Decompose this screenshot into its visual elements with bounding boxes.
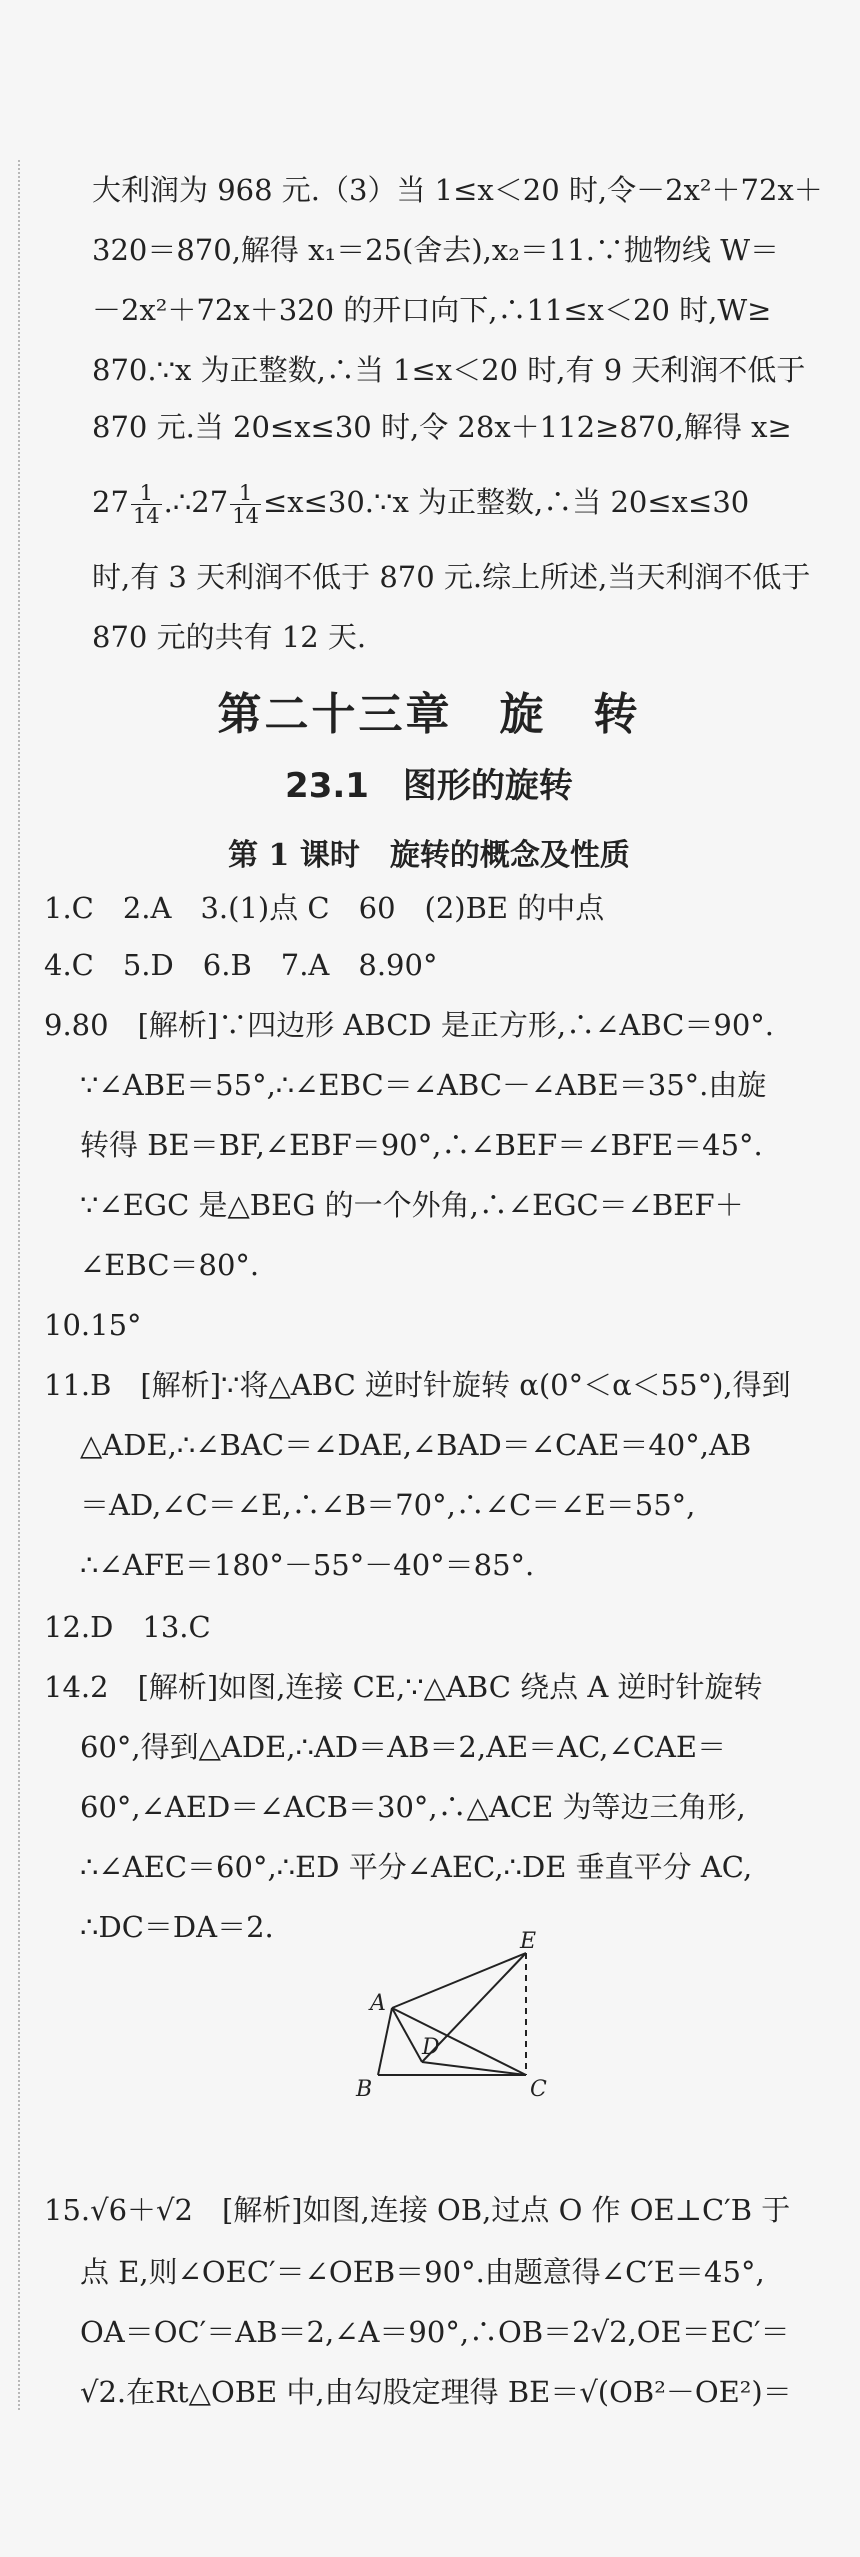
segment-DC [422, 2062, 526, 2075]
text-segment: ≤x≤30.∵x 为正整数,∴当 20≤x≤30 [262, 485, 750, 519]
answer-line: ＝AD,∠C＝∠E,∴∠B＝70°,∴∠C＝∠E＝55°, [80, 1488, 696, 1522]
mixed-number-whole: 27 [92, 485, 129, 519]
text-segment: .∴27 [163, 485, 229, 519]
text-line: 320＝870,解得 x₁＝25(舍去),x₂＝11.∵抛物线 W＝ [92, 233, 779, 267]
answer-line: 60°,∠AED＝∠ACB＝30°,∴△ACE 为等边三角形, [80, 1790, 746, 1824]
label-A: A [370, 1991, 386, 2016]
answer-line: 15.√6＋√2 [解析]如图,连接 OB,过点 O 作 OE⊥C′B 于 [44, 2193, 791, 2227]
segment-AE [392, 1953, 526, 2008]
answer-line: 60°,得到△ADE,∴AD＝AB＝2,AE＝AC,∠CAE＝ [80, 1730, 727, 1764]
text-line: 大利润为 968 元.（3）当 1≤x＜20 时,令－2x²＋72x＋ [92, 173, 823, 207]
text-line: 870 元.当 20≤x≤30 时,令 28x＋112≥870,解得 x≥ [92, 410, 792, 444]
answer-line: ∴∠AFE＝180°－55°－40°＝85°. [80, 1548, 535, 1582]
geometry-figure [350, 1929, 570, 2150]
answer-line: ∵∠ABE＝55°,∴∠EBC＝∠ABC－∠ABE＝35°.由旋 [80, 1068, 767, 1102]
fraction-numerator: 1 [230, 482, 261, 505]
text-line: 870 元的共有 12 天. [92, 620, 367, 654]
answer-line: 14.2 [解析]如图,连接 CE,∵△ABC 绕点 A 逆时针旋转 [44, 1670, 763, 1704]
label-B: B [356, 2077, 373, 2102]
answer-line: ∵∠EGC 是△BEG 的一个外角,∴∠EGC＝∠BEF＋ [80, 1188, 744, 1222]
text-line: －2x²＋72x＋320 的开口向下,∴11≤x＜20 时,W≥ [92, 293, 772, 327]
answer-line: √2.在Rt△OBE 中,由勾股定理得 BE＝√(OB²－OE²)＝ [80, 2375, 792, 2409]
answer-line: △ADE,∴∠BAC＝∠DAE,∠BAD＝∠CAE＝40°,AB [80, 1428, 752, 1462]
answer-line: ∴∠AEC＝60°,∴ED 平分∠AEC,∴DE 垂直平分 AC, [80, 1850, 753, 1884]
segment-AB [378, 2008, 392, 2075]
answer-line: 9.80 [解析]∵四边形 ABCD 是正方形,∴∠ABC＝90°. [44, 1008, 774, 1042]
fraction [230, 482, 261, 527]
segment-AC [392, 2008, 526, 2075]
fraction [131, 482, 162, 527]
answer-line: OA＝OC′＝AB＝2,∠A＝90°,∴OB＝2√2,OE＝EC′＝ [80, 2315, 790, 2349]
answer-line: 1.C 2.A 3.(1)点 C 60 (2)BE 的中点 [44, 891, 605, 925]
fraction-denominator: 14 [132, 503, 160, 528]
answer-line: 11.B [解析]∵将△ABC 逆时针旋转 α(0°＜α＜55°),得到 [44, 1368, 791, 1402]
label-E: E [520, 1929, 537, 1954]
label-C: C [530, 2077, 547, 2102]
fraction-denominator: 14 [232, 503, 259, 528]
fraction-numerator: 1 [131, 482, 162, 505]
answer-line: 4.C 5.D 6.B 7.A 8.90° [44, 948, 438, 982]
text-line: 870.∵x 为正整数,∴当 1≤x＜20 时,有 9 天利润不低于 [92, 353, 806, 387]
section-title: 23.1 图形的旋转 [285, 766, 573, 806]
answer-line: 10.15° [44, 1308, 142, 1342]
answer-line: ∴DC＝DA＝2. [80, 1910, 274, 1944]
chapter-title: 第二十三章 旋 转 [217, 689, 641, 740]
text-line: 时,有 3 天利润不低于 870 元.综上所述,当天利润不低于 [92, 560, 811, 594]
left-dotted-margin-line [18, 160, 20, 2410]
fraction-line [92, 480, 812, 527]
lesson-title: 第 1 课时 旋转的概念及性质 [228, 838, 630, 873]
answer-line: 12.D 13.C [44, 1610, 211, 1644]
answer-line: ∠EBC＝80°. [80, 1248, 260, 1282]
answer-line: 点 E,则∠OEC′＝∠OEB＝90°.由题意得∠C′E＝45°, [80, 2255, 765, 2289]
answer-line: 转得 BE＝BF,∠EBF＝90°,∴∠BEF＝∠BFE＝45°. [80, 1128, 763, 1162]
label-D: D [422, 2035, 440, 2060]
